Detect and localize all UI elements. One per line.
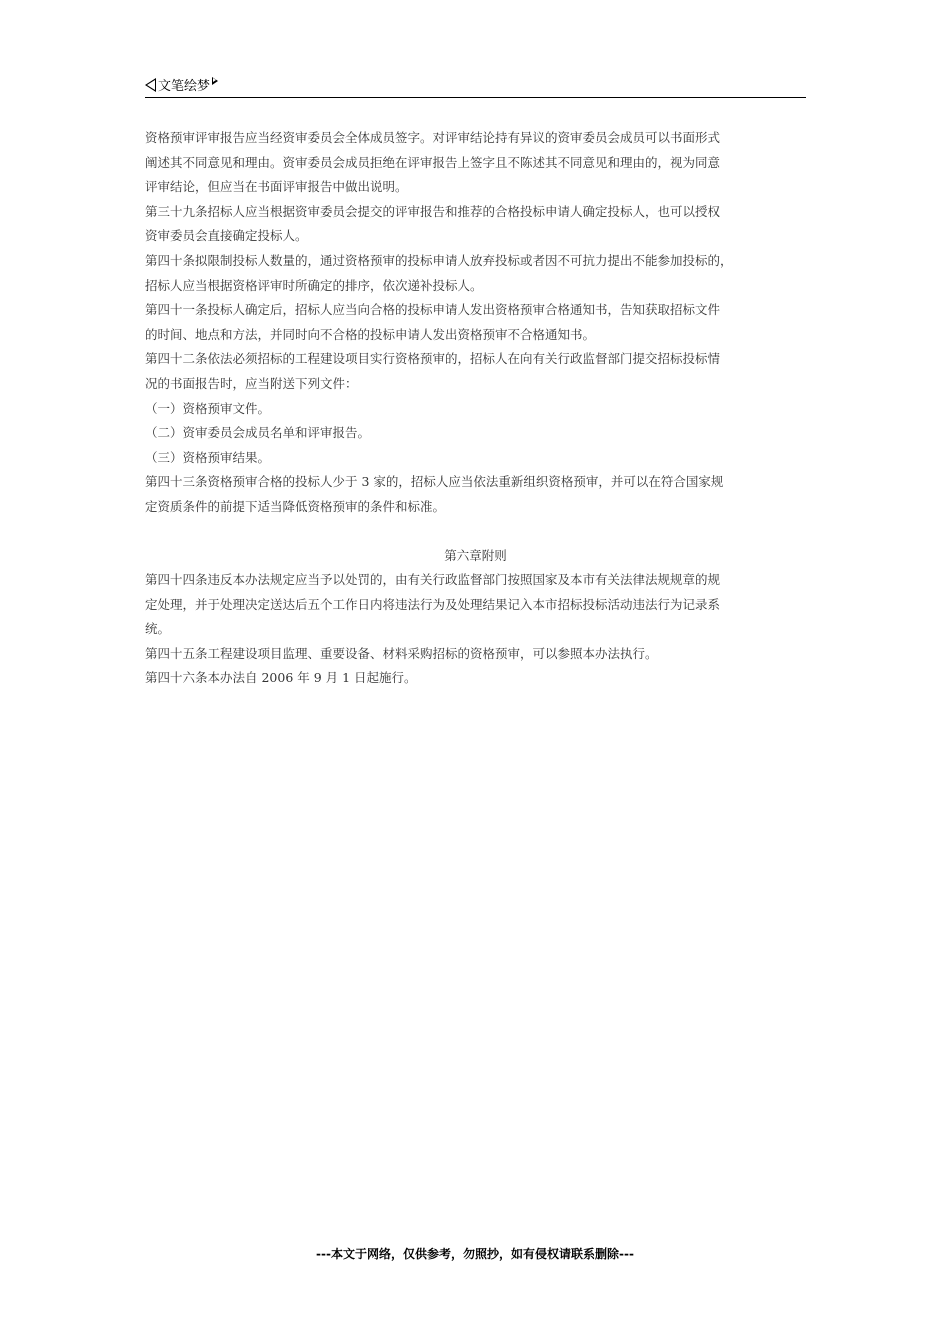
text-line: 第三十九条招标人应当根据资审委员会提交的评审报告和推荐的合格投标申请人确定投标人，也可以授权 <box>145 203 721 219</box>
text-line: 第四十二条依法必须招标的工程建设项目实行资格预审的，招标人在向有关行政监督部门提交招标投标情 <box>145 351 721 367</box>
text-line: 定处理，并于处理决定送达后五个工作日内将违法行为及处理结果记入本市招标投标活动违法行为记录系 <box>145 596 721 612</box>
text-line: 统。 <box>145 621 171 637</box>
text-line: 第四十四条违反本办法规定应当予以处罚的，由有关行政监督部门按照国家及本市有关法律法规规章的规 <box>145 572 721 588</box>
text-line: 第四十三条资格预审合格的投标人少于 3 家的，招标人应当依法重新组织资格预审，并可以在符合国家规 <box>145 474 724 490</box>
triangle-right-icon <box>212 77 218 85</box>
section-spacer <box>145 520 811 544</box>
text-line: 第四十条拟限制投标人数量的，通过资格预审的投标申请人放弃投标或者因不可抗力提出不能参加投标的， <box>145 252 733 268</box>
document-body <box>145 126 811 691</box>
text-line: 第四十一条投标人确定后，招标人应当向合格的投标申请人发出资格预审合格通知书，告知获取招标文件 <box>145 302 721 318</box>
header-title: 文笔绘梦 <box>158 79 211 94</box>
text-line: 况的书面报告时，应当附送下列文件： <box>145 375 358 391</box>
page-header <box>145 74 806 98</box>
text-line: 的时间、地点和方法，并同时向不合格的投标申请人发出资格预审不合格通知书。 <box>145 326 596 342</box>
header-title-group <box>145 75 218 94</box>
text-line: （二）资审委员会成员名单和评审报告。 <box>145 425 371 441</box>
text-line: （三）资格预审结果。 <box>145 449 271 465</box>
text-line: 定资质条件的前提下适当降低资格预审的条件和标准。 <box>145 498 446 514</box>
text-line: 资审委员会直接确定投标人。 <box>145 228 308 244</box>
page-footer: ---本文于网络，仅供参考，勿照抄，如有侵权请联系删除--- <box>316 1247 634 1261</box>
text-line: 阐述其不同意见和理由。资审委员会成员拒绝在评审报告上签字且不陈述其不同意见和理由的，视为同意 <box>145 154 721 170</box>
text-line: 第四十五条工程建设项目监理、重要设备、材料采购招标的资格预审，可以参照本办法执行。 <box>145 645 658 661</box>
chapter-title: 第六章附则 <box>444 547 507 563</box>
text-line: 第四十六条本办法自 2006 年 9 月 1 日起施行。 <box>145 670 417 686</box>
triangle-left-icon <box>145 78 156 92</box>
text-line: 评审结论，但应当在书面评审报告中做出说明。 <box>145 179 408 195</box>
text-line: 资格预审评审报告应当经资审委员会全体成员签字。对评审结论持有异议的资审委员会成员可以书面形式 <box>145 130 721 145</box>
text-line: （一）资格预审文件。 <box>145 400 271 416</box>
text-line: 招标人应当根据资格评审时所确定的排序，依次递补投标人。 <box>145 277 483 293</box>
